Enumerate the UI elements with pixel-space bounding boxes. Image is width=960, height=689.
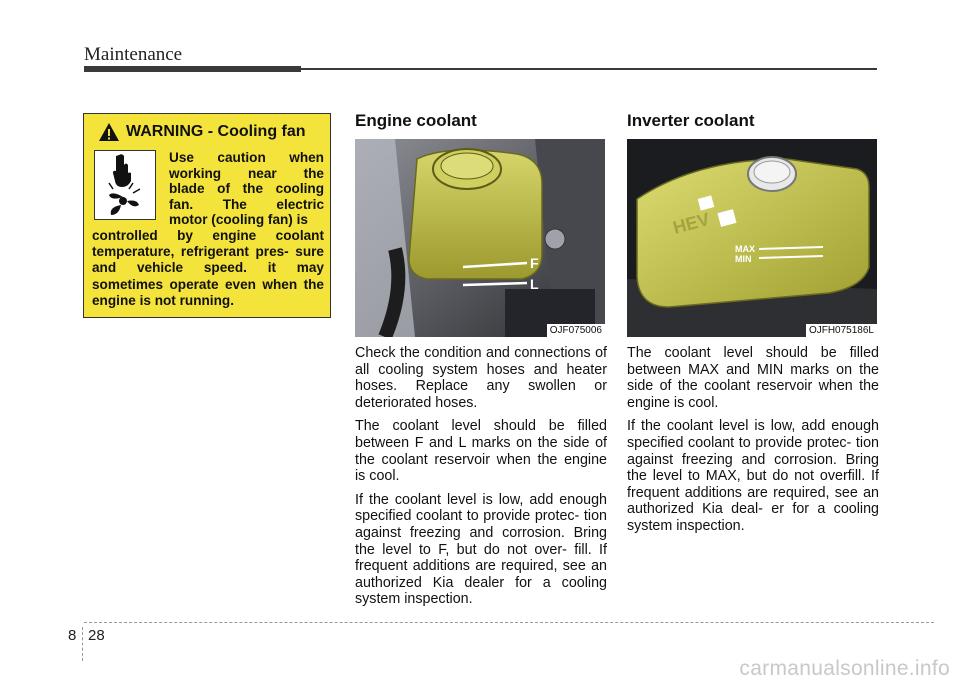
footer-rule bbox=[84, 622, 934, 623]
page-separator bbox=[82, 627, 83, 661]
inverter-coolant-photo bbox=[627, 139, 877, 337]
paragraph: The coolant level should be filled between MAX and MIN marks on the side of the coolant reservoir when the engine is cool. bbox=[627, 345, 879, 411]
page-number: 28 bbox=[88, 627, 105, 644]
warning-heading bbox=[98, 122, 306, 142]
header-rule-thick bbox=[84, 66, 301, 72]
image-code: OJFH075186L bbox=[806, 324, 877, 337]
watermark: carmanualsonline.info bbox=[739, 657, 950, 680]
warning-line: working near the bbox=[169, 165, 324, 181]
warning-box bbox=[83, 113, 331, 318]
warning-line: fan. The electric bbox=[169, 196, 324, 212]
engine-coolant-photo bbox=[355, 139, 605, 337]
paragraph: If the coolant level is low, add enough specified coolant to provide protec- tion against freezing and corrosion. Bring the level to MAX, but do not overfill. If frequent additions are required, see an authorized Kia deal- er for a cooling system inspection. bbox=[627, 418, 879, 534]
paragraph: Check the condition and connections of all cooling system hoses and heater hoses. Replace any swollen or deteriorated hoses. bbox=[355, 345, 607, 411]
paragraph: The coolant level should be filled between F and L marks on the side of the coolant reservoir when the engine is cool. bbox=[355, 418, 607, 485]
inverter-mark-upper: MAX bbox=[735, 244, 755, 254]
warning-line: Use caution when bbox=[169, 150, 324, 165]
engine-mark-lower: L bbox=[530, 276, 539, 292]
inverter-mark-lower: MIN bbox=[735, 254, 752, 264]
tank-hev-label: HEV bbox=[670, 208, 712, 238]
warning-text-bottom: controlled by engine coolant temperature, refrigerant pres- sure and vehicle speed. it may sometimes operate even when the engine is not running. bbox=[92, 228, 324, 308]
inverter-coolant-text bbox=[627, 345, 879, 542]
inverter-coolant-title: Inverter coolant bbox=[627, 111, 755, 130]
warning-text-top bbox=[169, 150, 324, 228]
chapter-number: 8 bbox=[68, 627, 77, 644]
header-title: Maintenance bbox=[84, 44, 183, 65]
warning-line: blade of the cooling bbox=[169, 181, 324, 197]
paragraph: If the coolant level is low, add enough specified coolant to provide protec- tion against freezing and corrosion. Bring the level to F, but do not over- fill. If frequent additions are required, see an authorized Kia dealer for a cooling system inspection. bbox=[355, 491, 607, 608]
warning-topic: - Cooling fan bbox=[203, 123, 306, 140]
warning-line: motor (cooling fan) is bbox=[169, 212, 308, 228]
engine-coolant-text bbox=[355, 345, 607, 615]
image-code: OJF075006 bbox=[547, 324, 605, 337]
hand-and-fan-icon bbox=[94, 150, 156, 220]
warning-triangle-icon bbox=[98, 122, 120, 142]
warning-label: WARNING bbox=[126, 123, 204, 140]
header-rule-thin bbox=[301, 68, 877, 70]
engine-mark-upper: F bbox=[530, 255, 539, 271]
engine-coolant-title: Engine coolant bbox=[355, 111, 477, 130]
